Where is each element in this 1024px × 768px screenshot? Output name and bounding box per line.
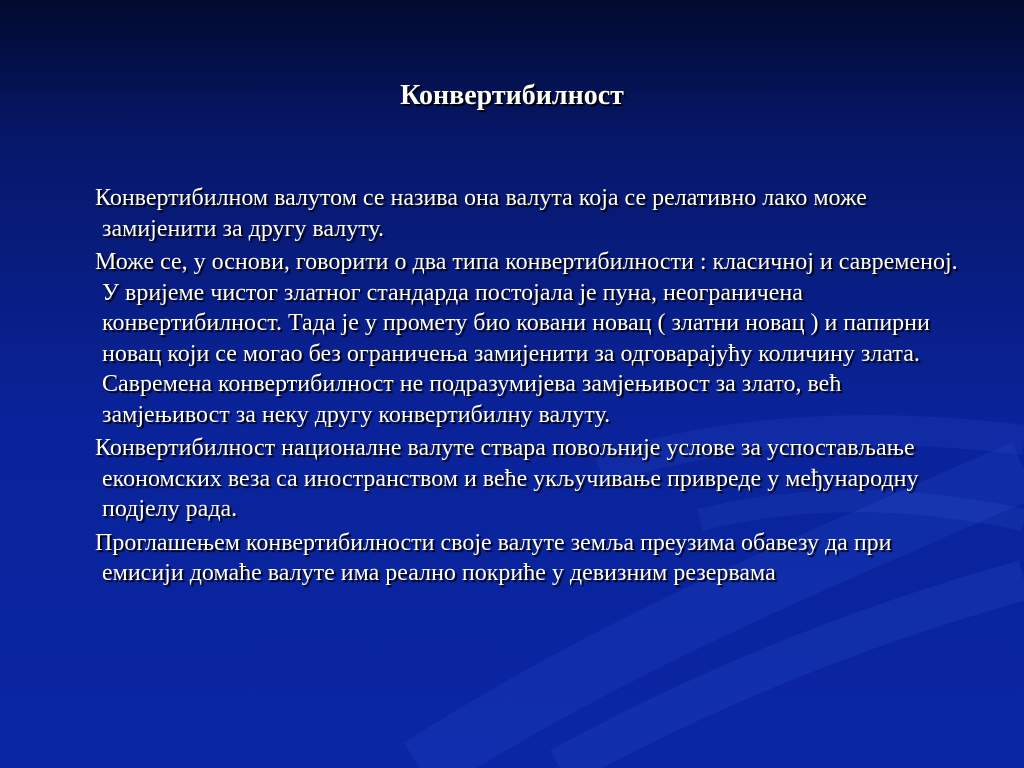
paragraph-benefits: Конвертибилност националне валуте ствара повољније услове за успостављање економских веза са иностранством и веће укључивање привреде у међународну подјелу рада. — [95, 435, 919, 522]
paragraph-definition: Конвертибилном валутом се назива она валута која се релативно лако може замијенити за другу валуту. — [95, 185, 867, 242]
slide-body — [95, 183, 970, 592]
slide-title: Конвертибилност — [400, 80, 624, 111]
paragraph-types: Може се, у основи, говорити о два типа конвертибилности : класичној и савременој. У вријеме чистог златног стандарда постојала је пуна, неограничена конвертибилност. Тада је у промету био ковани новац ( златни новац ) и папирни новац који се могао без ограничења замијенити за одговарајућу количину злата. Савремена конвертибилност не подразумијева замјењивост за злато, већ замјењивост за неку другу конвертибилну валуту. — [95, 249, 958, 428]
paragraph-obligation: Проглашењем конвертибилности своје валуте земља преузима обавезу да при емисији домаће валуте има реално покриће у девизним резервама — [95, 529, 892, 586]
